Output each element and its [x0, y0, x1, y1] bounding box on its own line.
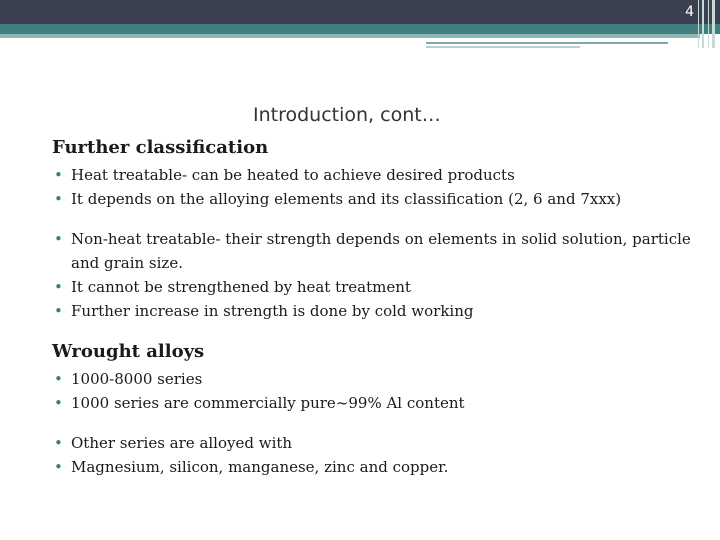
list-item: • 1000 series are commercially pure~99% Al content: [52, 391, 692, 415]
list-item: • Non-heat treatable- their strength depends on elements in solid solution, particle and grain size.: [52, 227, 692, 275]
section-heading: Wrought alloys: [52, 341, 205, 362]
list-item: • It cannot be strengthened by heat treatment: [52, 275, 692, 299]
list-item: • Heat treatable- can be heated to achieve desired products: [52, 163, 692, 187]
list-item: • Magnesium, silicon, manganese, zinc and copper.: [52, 455, 692, 479]
page-number: 4: [685, 4, 694, 20]
section-further-classification: [52, 136, 692, 323]
bullet-list: [52, 227, 692, 323]
section-wrought-alloys: [52, 340, 692, 479]
bullet-list: [52, 367, 692, 415]
slide-title: Introduction, cont…: [253, 104, 441, 126]
header-band-dark: [0, 0, 720, 24]
list-item: • Further increase in strength is done by cold working: [52, 299, 692, 323]
header-accent-line-short: [426, 46, 580, 48]
slide-content: [52, 136, 692, 479]
list-item: • 1000-8000 series: [52, 367, 692, 391]
header-band-teal: [0, 24, 720, 34]
section-heading: Further classification: [52, 137, 269, 158]
list-item: • Other series are alloyed with: [52, 431, 692, 455]
header-band-light: [0, 34, 700, 38]
header-vertical-lines: [694, 0, 720, 48]
bullet-list: [52, 431, 692, 479]
header-accent-line: [426, 42, 668, 44]
list-item: • It depends on the alloying elements and its classification (2, 6 and 7xxx): [52, 187, 692, 211]
bullet-list: [52, 163, 692, 211]
